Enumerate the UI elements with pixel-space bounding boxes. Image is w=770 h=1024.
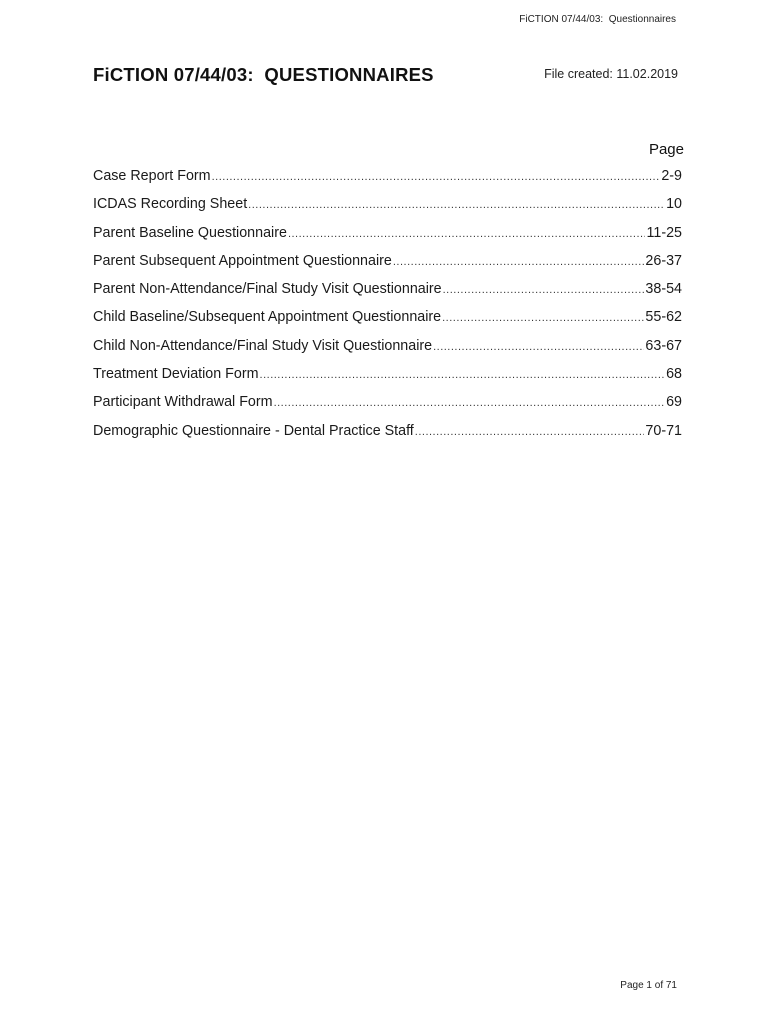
toc-entry-label: Parent Baseline Questionnaire — [93, 224, 287, 241]
toc-entry-label: Treatment Deviation Form — [93, 366, 259, 383]
toc-entry — [93, 362, 682, 390]
toc-entry-pages: 63-67 — [645, 337, 682, 354]
toc-entry-pages: 68 — [666, 366, 682, 383]
toc-entry-pages: 38-54 — [645, 281, 682, 298]
toc-entry-pages: 2-9 — [661, 168, 682, 184]
file-created-date: File created: 11.02.2019 — [544, 67, 678, 81]
toc-entry — [93, 419, 682, 447]
toc-dot-leader — [393, 250, 645, 274]
toc-entry — [93, 249, 682, 277]
toc-dot-leader — [248, 193, 665, 217]
toc-entry — [93, 164, 682, 192]
toc-entry-label: Parent Non-Attendance/Final Study Visit Questionnaire — [93, 281, 442, 298]
toc-dot-leader — [288, 222, 646, 246]
table-of-contents — [93, 164, 682, 447]
toc-dot-leader — [433, 335, 644, 359]
toc-entry-label: ICDAS Recording Sheet — [93, 196, 248, 213]
toc-entry-pages: 70-71 — [645, 422, 682, 439]
toc-entry — [93, 390, 682, 418]
toc-entry-pages: 11-25 — [646, 224, 682, 241]
toc-entry — [93, 277, 682, 305]
toc-page-column-header: Page — [648, 141, 684, 158]
toc-dot-leader — [274, 391, 666, 415]
toc-entry-label: Demographic Questionnaire - Dental Practice Staff — [93, 422, 414, 439]
toc-entry-pages: 10 — [666, 196, 682, 213]
page-title: FiCTION 07/44/03: QUESTIONNAIRES — [93, 64, 434, 85]
toc-dot-leader — [443, 278, 645, 302]
running-header: FiCTION 07/44/03: Questionnaires — [519, 14, 676, 25]
toc-entry-pages: 55-62 — [645, 309, 682, 326]
toc-dot-leader — [442, 306, 644, 330]
toc-dot-leader — [212, 165, 661, 189]
toc-dot-leader — [260, 363, 666, 387]
page-number-footer: Page 1 of 71 — [620, 980, 677, 991]
toc-entry-pages: 69 — [666, 394, 682, 411]
toc-entry — [93, 192, 682, 220]
toc-entry — [93, 221, 682, 249]
toc-entry-pages: 26-37 — [645, 252, 682, 269]
toc-entry-label: Participant Withdrawal Form — [93, 394, 273, 411]
toc-entry — [93, 334, 682, 362]
toc-entry-label: Child Baseline/Subsequent Appointment Questionnaire — [93, 309, 442, 326]
toc-entry-label: Case Report Form — [93, 168, 211, 184]
toc-entry-label: Parent Subsequent Appointment Questionnaire — [93, 252, 392, 269]
toc-entry — [93, 305, 682, 333]
toc-entry-label: Child Non-Attendance/Final Study Visit Questionnaire — [93, 337, 433, 354]
toc-dot-leader — [415, 420, 645, 444]
